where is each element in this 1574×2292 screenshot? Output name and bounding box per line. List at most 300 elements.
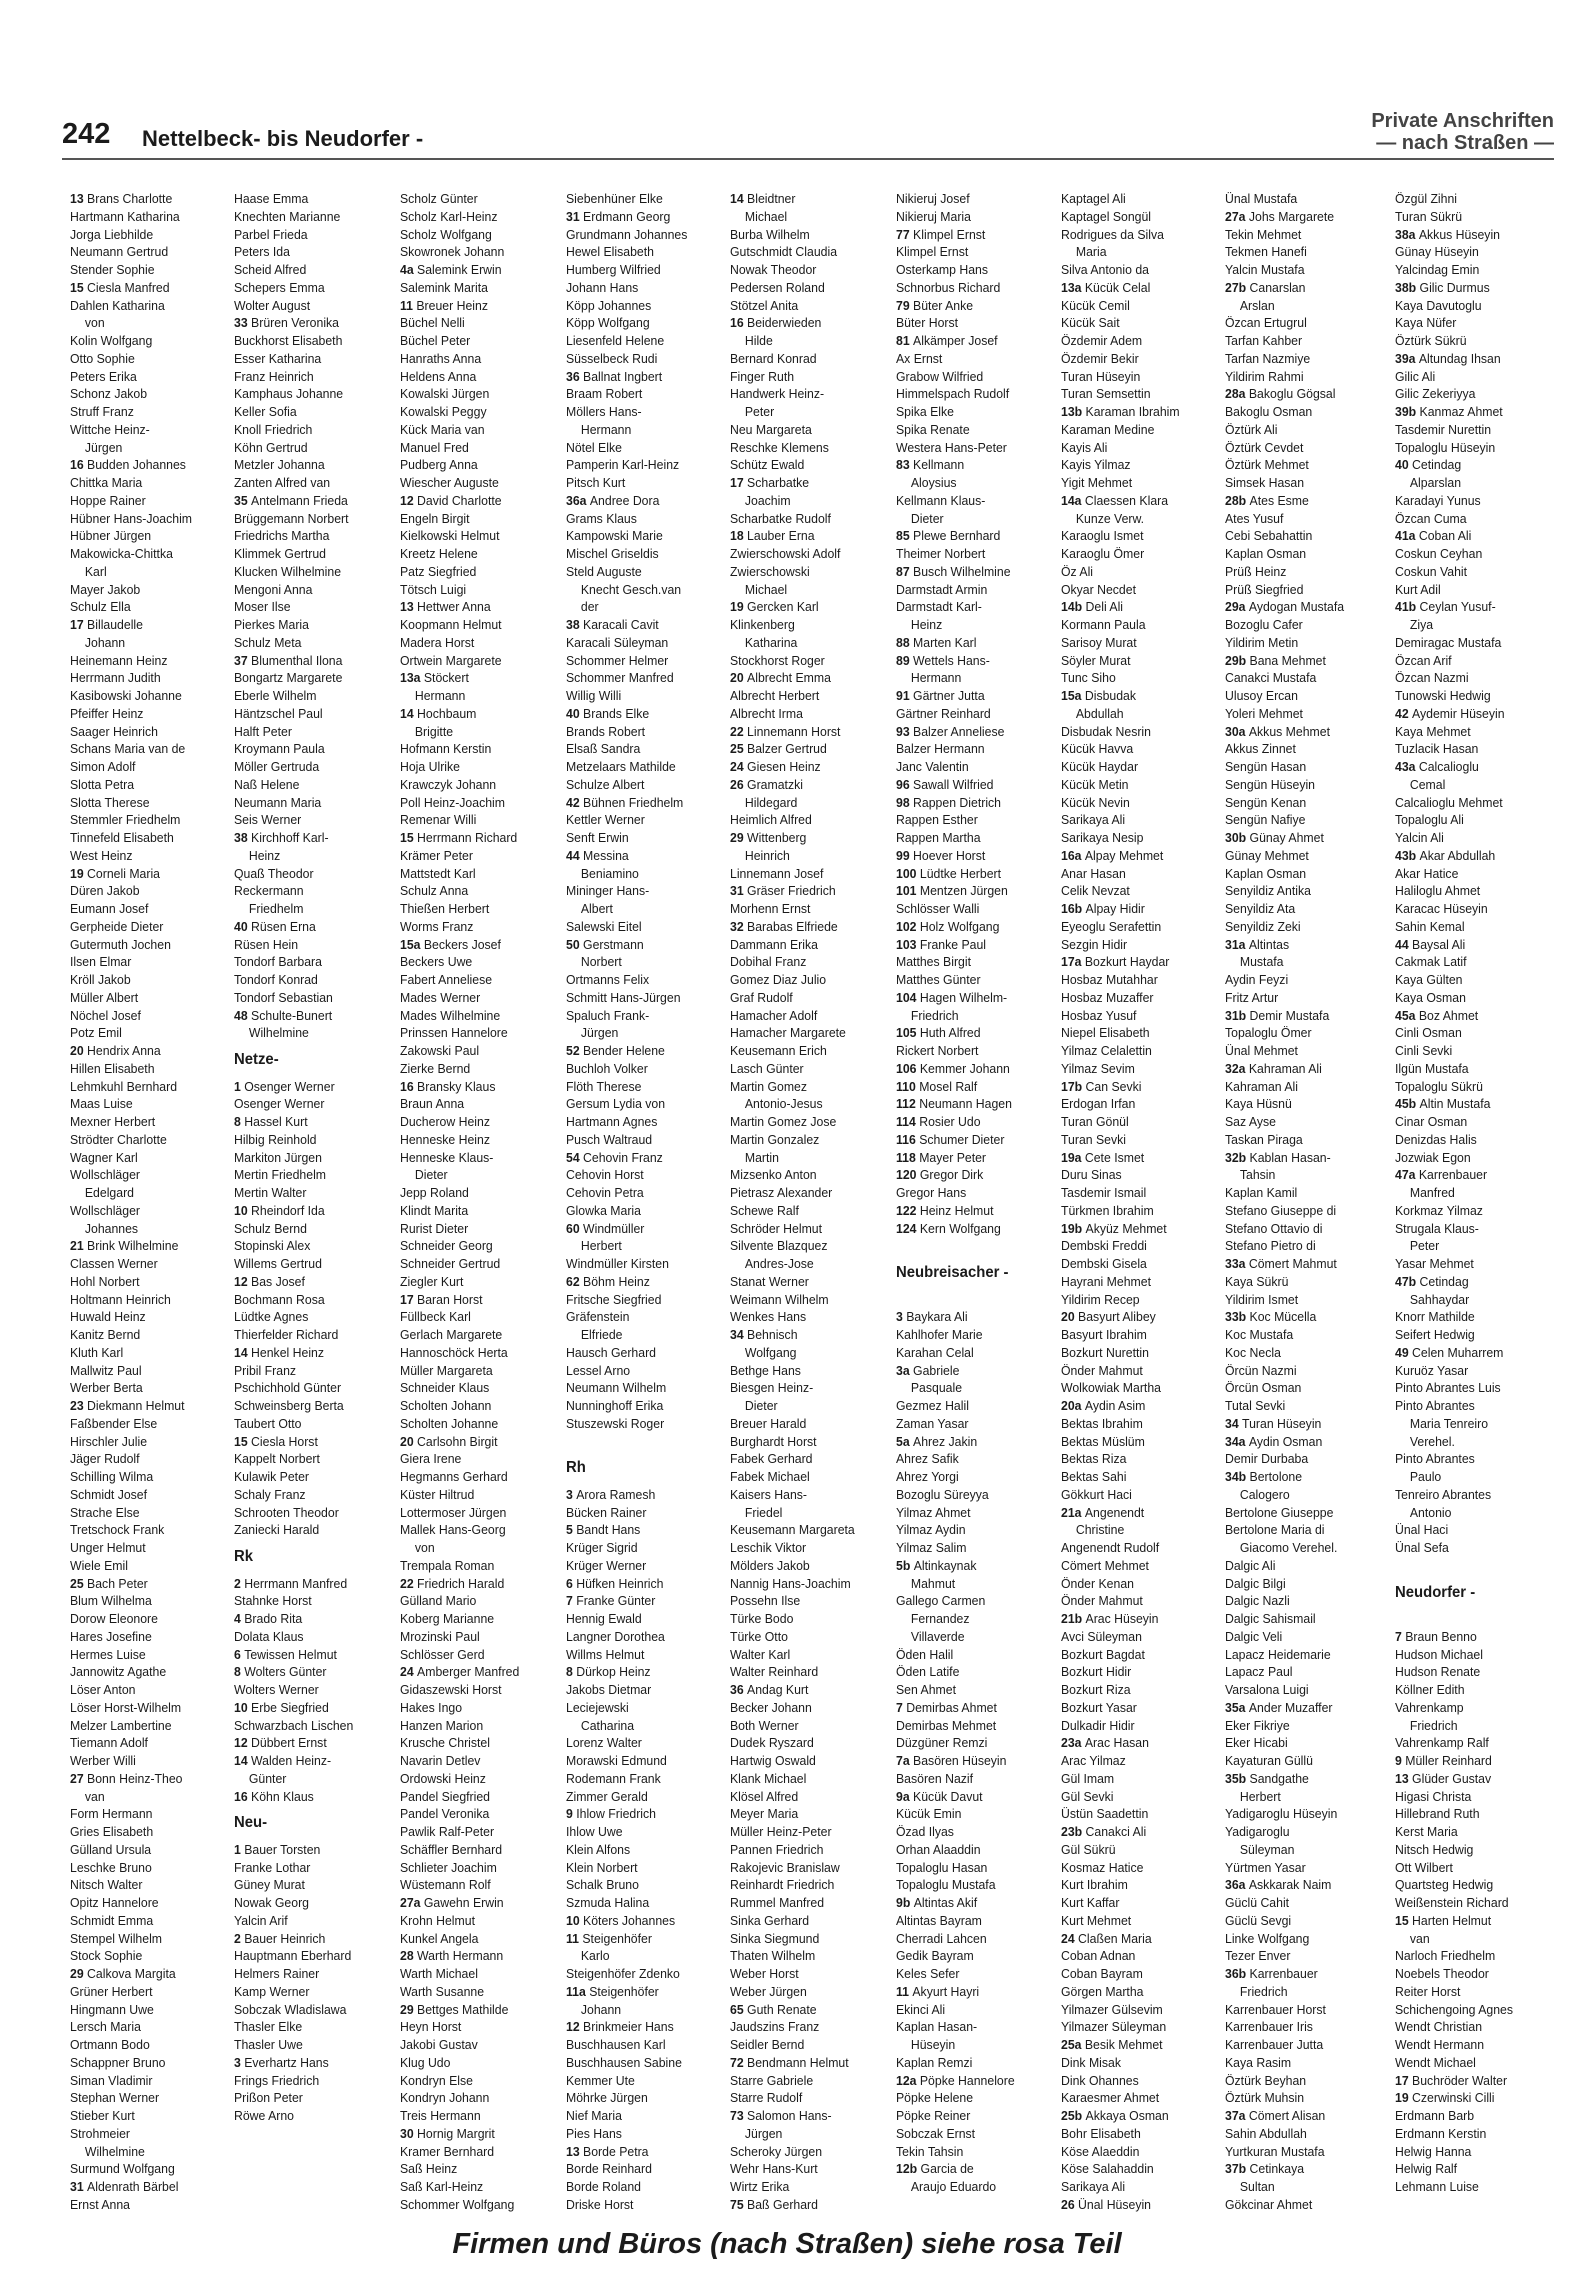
directory-entry: Mertin Walter	[234, 1185, 307, 1200]
directory-entry: Chittka Maria	[70, 475, 143, 490]
directory-entry: Mades Wilhelmine	[400, 1007, 501, 1023]
directory-entry	[70, 190, 219, 208]
house-number: 1	[234, 1078, 245, 1094]
directory-entry: Sengün Nafiye	[1225, 812, 1306, 828]
entry-continuation: Heinrich	[744, 847, 790, 863]
directory-entry: Lessel Arno	[566, 1362, 631, 1378]
directory-entry	[1061, 1397, 1210, 1415]
directory-entry: Rurist Dieter	[400, 1220, 469, 1236]
directory-column	[896, 190, 1045, 2196]
directory-entry	[896, 1699, 1045, 1717]
directory-entry: Karrenbauer Iris	[1225, 2019, 1313, 2035]
directory-entry: Gidaszewski Horst	[400, 1682, 502, 1697]
directory-entry: Hübner Jürgen	[70, 528, 152, 544]
directory-entry: Braun Anna	[400, 1096, 465, 1112]
directory-entry: Anar Hasan	[1061, 865, 1126, 881]
directory-entry: Bücken Rainer	[566, 1504, 647, 1520]
directory-entry: Simon Adolf	[70, 759, 136, 774]
directory-entry: Kulawik Peter	[234, 1469, 309, 1484]
house-number: 27a	[400, 1895, 424, 1910]
directory-entry: Kasibowski Johanne	[70, 688, 182, 703]
directory-entry: Jakobi Gustav	[400, 2037, 478, 2052]
directory-entry: Türke Otto	[730, 1628, 788, 1644]
directory-entry	[1061, 953, 1210, 971]
house-number: 11	[566, 1930, 583, 1946]
house-number: 27a	[1225, 208, 1249, 224]
directory-entry: Bongartz Margarete	[234, 670, 343, 686]
street-heading: Rk	[234, 1548, 254, 1565]
directory-entry: Stemmler Friedhelm	[70, 812, 181, 828]
directory-entry: Koopmann Helmut	[400, 617, 502, 632]
directory-entry: Köse Salahaddin	[1061, 2161, 1154, 2177]
directory-entry: Martin Gonzalez	[730, 1131, 820, 1147]
resident-name: Antelmann Frieda	[251, 492, 348, 508]
directory-entry	[896, 634, 1045, 652]
house-number: 20	[1061, 1309, 1079, 1325]
directory-entry	[896, 1095, 1045, 1113]
resident-name: Gawehn Erwin	[423, 1895, 504, 1910]
directory-entry: Fabert Anneliese	[400, 972, 493, 987]
house-number: 8	[234, 1664, 245, 1680]
directory-entry: Sinka Siegmund	[730, 1930, 820, 1946]
resident-name: Plewe Bernhard	[913, 528, 1001, 544]
directory-entry: Theimer Norbert	[896, 546, 986, 561]
directory-entry: Bohr Elisabeth	[1061, 2125, 1141, 2141]
directory-entry: Örcün Osman	[1225, 1380, 1302, 1396]
directory-entry: Akkus Zinnet	[1225, 741, 1296, 757]
directory-entry	[234, 1273, 383, 1291]
house-number: 62	[566, 1273, 584, 1289]
resident-name: Wittenberg	[747, 830, 807, 845]
house-number: 48	[234, 1007, 252, 1023]
directory-entry: Sarikaya Nesip	[1061, 830, 1144, 845]
directory-entry: Schmidt Josef	[70, 1486, 148, 1502]
directory-entry	[234, 1113, 383, 1131]
directory-entry: Mischel Griseldis	[566, 546, 659, 561]
directory-entry: Nowak Georg	[234, 1895, 309, 1910]
house-number: 25	[70, 1575, 88, 1591]
directory-entry: Pierkes Maria	[234, 617, 309, 632]
house-number: 44	[566, 847, 584, 863]
directory-entry	[566, 492, 715, 510]
resident-name: Barabas Elfriede	[747, 918, 838, 934]
resident-name: Aydin Asim	[1084, 1398, 1146, 1413]
resident-name: Aydemir Hüseyin	[1412, 705, 1505, 721]
directory-entry: Schommer Helmer	[566, 652, 669, 668]
entry-continuation: Hildegard	[744, 794, 798, 810]
directory-entry	[1225, 1468, 1374, 1486]
house-number: 30b	[1225, 830, 1250, 845]
entry-continuation: Michael	[744, 208, 788, 224]
directory-entry: Duru Sinas	[1061, 1167, 1122, 1183]
resident-name: Glüder Gustav	[1412, 1770, 1492, 1786]
directory-entry: Osenger Werner	[234, 1096, 325, 1112]
house-number: 24	[1061, 1930, 1079, 1946]
directory-entry: Kondryn Johann	[400, 2090, 490, 2106]
directory-entry: Gerlach Margarete	[400, 1327, 503, 1342]
house-number: 33	[234, 315, 252, 331]
directory-entry: Saz Ayse	[1225, 1114, 1276, 1129]
directory-entry: Kemmer Ute	[566, 2072, 635, 2088]
resident-name: Bozkurt Haydar	[1084, 954, 1170, 970]
resident-name: Guth Renate	[747, 2001, 817, 2017]
directory-entry: Bozoglu Süreyya	[896, 1486, 989, 1502]
house-number: 3	[566, 1486, 577, 1502]
directory-entry: Gilic Zekeriyya	[1395, 386, 1476, 402]
directory-entry: Karahan Celal	[896, 1344, 974, 1360]
directory-entry: Füllbeck Karl	[400, 1309, 471, 1325]
directory-entry	[400, 1433, 549, 1451]
directory-entry: Rickert Norbert	[896, 1043, 979, 1058]
directory-entry: Bozkurt Bagdat	[1061, 1646, 1145, 1662]
house-number: 4a	[400, 262, 418, 277]
directory-entry: Moser Ilse	[234, 599, 291, 615]
house-number: 20a	[1061, 1398, 1085, 1413]
directory-entry: Wolter August	[234, 297, 311, 313]
directory-entry: Topaloglu Hasan	[896, 1859, 988, 1875]
house-number: 29	[70, 1966, 88, 1981]
directory-entry: Turan Hüseyin	[1061, 368, 1141, 384]
resident-name: Bas Josef	[251, 1273, 305, 1289]
house-number: 41b	[1395, 599, 1420, 615]
directory-entry: Stuszewski Roger	[566, 1415, 665, 1431]
directory-entry: Saß Heinz	[400, 2161, 458, 2177]
directory-entry: Spika Renate	[896, 421, 970, 437]
directory-entry	[896, 1788, 1045, 1806]
directory-entry: Hoppe Rainer	[70, 492, 146, 508]
resident-name: Karrenbauer	[1249, 1966, 1318, 1981]
house-number: 77	[896, 226, 914, 242]
directory-entry: Himmelspach Rudolf	[896, 386, 1010, 402]
house-number: 1	[234, 1841, 245, 1857]
directory-entry: Hakes Ingo	[400, 1699, 463, 1715]
directory-entry: Yilmazer Gülsevim	[1061, 2001, 1163, 2017]
resident-name: Claessen Klara	[1084, 492, 1169, 508]
directory-entry: Krüger Werner	[566, 1557, 647, 1573]
directory-entry	[400, 705, 549, 723]
directory-entry: Quaß Theodor	[234, 865, 314, 881]
resident-name: Mosel Ralf	[919, 1078, 978, 1094]
directory-entry	[896, 1362, 1045, 1380]
house-number: 105	[896, 1025, 920, 1041]
directory-entry: Hausch Gerhard	[566, 1344, 656, 1360]
directory-entry: Koberg Marianne	[400, 1611, 495, 1626]
directory-entry: Hirschler Julie	[70, 1433, 148, 1449]
directory-entry: Manuel Fred	[400, 439, 469, 455]
directory-entry: Borde Roland	[566, 2179, 642, 2194]
directory-entry: Demirbas Mehmet	[896, 1717, 997, 1733]
directory-entry: Möllers Hans-	[566, 404, 642, 419]
directory-entry: Öztürk Ali	[1225, 421, 1278, 437]
directory-entry: Kielkowski Helmut	[400, 528, 500, 544]
house-number: 20	[730, 670, 748, 686]
resident-name: Franke Günter	[576, 1593, 656, 1609]
directory-entry: Wollschläger	[70, 1202, 140, 1218]
directory-entry	[896, 297, 1045, 315]
directory-entry: Patz Siegfried	[400, 563, 477, 579]
directory-entry	[1061, 687, 1210, 705]
directory-entry: Holtmann Heinrich	[70, 1291, 171, 1307]
directory-entry	[1061, 598, 1210, 616]
directory-entry	[1061, 492, 1210, 510]
directory-entry: Bektas Sahi	[1061, 1469, 1127, 1484]
house-number: 37	[234, 652, 252, 668]
directory-entry: Neumann Gertrud	[70, 244, 169, 260]
resident-name: Aydin Osman	[1248, 1433, 1323, 1449]
directory-entry: Heyn Horst	[400, 2019, 462, 2035]
house-number: 23a	[1061, 1735, 1085, 1751]
directory-entry	[730, 758, 879, 776]
directory-entry: Kaya Nüfer	[1395, 315, 1457, 331]
directory-entry: Nikieruj Maria	[896, 208, 971, 224]
house-number: 37b	[1225, 2161, 1250, 2177]
directory-entry: Steigenhöfer Zdenko	[566, 1966, 680, 1981]
directory-entry: Gutschmidt Claudia	[730, 244, 838, 260]
house-number: 15	[234, 1433, 252, 1449]
directory-entry: Treis Hermann	[400, 2108, 481, 2123]
directory-entry: Pöpke Reiner	[896, 2108, 971, 2123]
directory-entry: Bethge Hans	[730, 1362, 801, 1378]
resident-name: Gabriele	[913, 1362, 960, 1378]
directory-entry: Grabow Wilfried	[896, 368, 984, 384]
house-number: 19	[730, 599, 748, 615]
section-heading-line1: Private Anschriften	[1371, 110, 1554, 132]
directory-entry: Sarisoy Murat	[1061, 634, 1137, 650]
directory-entry	[896, 1113, 1045, 1131]
house-number: 17	[1395, 2072, 1413, 2088]
house-number: 34	[730, 1327, 748, 1342]
directory-entry	[70, 1965, 219, 1983]
resident-name: Calcalioglu	[1418, 759, 1479, 774]
entry-continuation: Calogero	[1239, 1486, 1290, 1502]
directory-entry: Krusche Christel	[400, 1735, 490, 1751]
directory-entry: Nannig Hans-Joachim	[730, 1575, 851, 1591]
directory-entry: Thasler Elke	[234, 2019, 303, 2035]
house-number: 16	[70, 457, 88, 473]
directory-entry: Dalgic Ali	[1225, 1557, 1276, 1573]
directory-entry: Reckermann	[234, 883, 304, 899]
directory-entry: Turan Gönül	[1061, 1114, 1129, 1129]
directory-entry: Niepel Elisabeth	[1061, 1025, 1150, 1041]
directory-entry: Sinka Gerhard	[730, 1912, 810, 1928]
entry-continuation: Peter	[1409, 1238, 1440, 1254]
directory-entry: Schneider Georg	[400, 1238, 493, 1254]
directory-entry: Unger Helmut	[70, 1540, 146, 1555]
directory-entry: Özad Ilyas	[896, 1824, 954, 1839]
directory-entry	[566, 1521, 715, 1539]
house-number: 14a	[1061, 492, 1085, 508]
resident-name: Cömert Mahmut	[1248, 1256, 1337, 1271]
directory-entry	[234, 1752, 383, 1770]
directory-entry: Löser Anton	[70, 1682, 136, 1697]
directory-entry: Bozkurt Riza	[1061, 1682, 1131, 1697]
house-number: 21a	[1061, 1504, 1085, 1520]
directory-entry: Kamp Werner	[234, 1983, 310, 1999]
directory-entry: Kaptagel Songül	[1061, 208, 1152, 224]
directory-entry	[566, 1805, 715, 1823]
resident-name: Böhm Heinz	[583, 1273, 650, 1289]
house-number: 19b	[1061, 1220, 1086, 1236]
directory-entry: Schweinsberg Berta	[234, 1398, 344, 1413]
resident-name: Hornig Margrit	[417, 2125, 495, 2141]
house-number: 29	[400, 2001, 418, 2017]
house-number: 33a	[1225, 1256, 1249, 1271]
house-number: 93	[896, 723, 914, 739]
directory-entry: Tezer Enver	[1225, 1948, 1291, 1964]
directory-entry: Wagner Karl	[70, 1149, 138, 1165]
directory-entry: Küster Hiltrud	[400, 1486, 475, 1502]
entry-continuation: Maria	[1075, 244, 1107, 260]
directory-entry	[896, 1060, 1045, 1078]
directory-entry: Tunowski Hedwig	[1395, 688, 1491, 703]
resident-name: Billaudelle	[87, 617, 143, 632]
directory-entry: Röwe Arno	[234, 2108, 294, 2123]
entry-continuation: Brigitte	[414, 723, 454, 739]
directory-entry: Cherradi Lahcen	[896, 1930, 987, 1946]
directory-entry: Calcalioglu Mehmet	[1395, 794, 1503, 810]
directory-entry	[1225, 2107, 1374, 2125]
directory-entry: Linnemann Josef	[730, 865, 824, 881]
directory-entry: Helwig Hanna	[1395, 2143, 1472, 2159]
resident-name: Amberger Manfred	[417, 1664, 520, 1680]
resident-name: Schulte-Bunert	[251, 1007, 333, 1023]
spacer	[896, 1237, 1045, 1255]
house-number: 45a	[1395, 1007, 1419, 1023]
directory-entry: Reschke Klemens	[730, 439, 829, 455]
directory-entry: Kerst Maria	[1395, 1824, 1458, 1839]
directory-entry: Senyildiz Antika	[1225, 883, 1311, 899]
directory-entry: Hosbaz Mutahhar	[1061, 972, 1158, 987]
directory-entry	[1395, 598, 1544, 616]
directory-entry: Siebenhüner Elke	[566, 191, 663, 206]
house-number: 13	[566, 2143, 584, 2159]
resident-name: Kablan Hasan-	[1249, 1149, 1331, 1165]
resident-name: Lauber Erna	[747, 528, 815, 544]
directory-entry: Scholz Wolfgang	[400, 226, 492, 242]
resident-name: Bettges Mathilde	[417, 2001, 509, 2017]
resident-name: Akkus Hüseyin	[1418, 226, 1501, 242]
directory-entry: Metzelaars Mathilde	[566, 759, 676, 774]
directory-entry: Zierke Bernd	[400, 1060, 471, 1076]
directory-entry: Gilic Ali	[1395, 368, 1436, 384]
directory-entry: Schulz Meta	[234, 634, 302, 650]
directory-entry: Yilmaz Salim	[896, 1540, 967, 1555]
directory-entry: Klindt Marita	[400, 1202, 469, 1218]
resident-name: Holz Wolfgang	[919, 918, 1000, 934]
directory-entry	[1061, 2036, 1210, 2054]
directory-entry: Ulusoy Ercan	[1225, 688, 1298, 703]
resident-name: Behnisch	[747, 1327, 798, 1342]
entry-continuation: Hermann	[580, 421, 632, 437]
directory-entry: Eumann Josef	[70, 901, 149, 916]
directory-entry: Schäffler Bernhard	[400, 1841, 503, 1857]
directory-entry: Köpp Johannes	[566, 297, 652, 313]
directory-entry: Kücük Metin	[1061, 776, 1129, 792]
directory-entry: Henneske Heinz	[400, 1131, 490, 1147]
entry-continuation: Pasquale	[910, 1380, 963, 1396]
resident-name: Alkämper Josef	[913, 333, 998, 348]
directory-entry: Halft Peter	[234, 723, 292, 739]
resident-name: Rosier Udo	[919, 1114, 981, 1129]
resident-name: Bach Peter	[87, 1575, 148, 1591]
directory-entry: Hillen Elisabeth	[70, 1060, 155, 1076]
resident-name: Gramatzki	[747, 776, 803, 792]
directory-entry: Ott Wilbert	[1395, 1859, 1453, 1875]
house-number: 34	[1225, 1415, 1243, 1431]
directory-entry: Wittche Heinz-	[70, 421, 150, 437]
resident-name: Baysal Ali	[1412, 936, 1466, 952]
resident-name: Budden Johannes	[87, 457, 186, 473]
resident-name: Buchröder Walter	[1412, 2072, 1508, 2088]
directory-entry: Schepers Emma	[234, 279, 325, 295]
house-number: 14	[730, 191, 748, 206]
section-heading	[1371, 110, 1554, 154]
directory-entry: Topaloglu Sükrü	[1395, 1078, 1483, 1094]
resident-name: Celen Muharrem	[1412, 1344, 1504, 1360]
directory-entry	[730, 918, 879, 936]
house-number: 100	[896, 865, 920, 881]
directory-entry: Reinhardt Friedrich	[730, 1877, 835, 1893]
directory-entry: Ortmann Bodo	[70, 2037, 150, 2052]
directory-entry	[1225, 652, 1374, 670]
directory-entry	[730, 740, 879, 758]
house-number: 29a	[1225, 599, 1249, 615]
resident-name: Cete Ismet	[1084, 1149, 1145, 1165]
directory-entry: Nötel Elke	[566, 439, 622, 455]
directory-entry: Sahin Kemal	[1395, 918, 1465, 934]
directory-entry: Köpp Wolfgang	[566, 315, 650, 331]
house-number: 9b	[896, 1895, 914, 1910]
directory-entry: Nunninghoff Erika	[566, 1398, 664, 1413]
directory-entry: Trempala Roman	[400, 1557, 495, 1573]
resident-name: Steigenhöfer	[589, 1983, 659, 1999]
directory-entry: Potz Emil	[70, 1025, 122, 1041]
directory-entry: Kaya Osman	[1395, 989, 1466, 1005]
directory-entry: Keusemann Margareta	[730, 1522, 855, 1538]
resident-name: Erdmann Georg	[583, 208, 671, 224]
directory-entry	[896, 1024, 1045, 1042]
directory-entry: Osterkamp Hans	[896, 262, 989, 277]
house-number: 7	[896, 1699, 907, 1715]
entry-continuation: Andres-Jose	[744, 1256, 814, 1271]
house-number: 8	[234, 1114, 245, 1129]
directory-entry: Avci Süleyman	[1061, 1628, 1142, 1644]
directory-entry: Stock Sophie	[70, 1948, 143, 1964]
directory-entry: Demiragac Mustafa	[1395, 634, 1502, 650]
directory-entry: Zimmer Gerald	[566, 1788, 648, 1804]
directory-entry: Kaya Gülten	[1395, 972, 1463, 987]
directory-entry: Scholz Günter	[400, 191, 478, 206]
entry-continuation: Araujo Eduardo	[910, 2179, 997, 2194]
directory-entry: Windmüller Kirsten	[566, 1256, 669, 1271]
house-number: 33b	[1225, 1309, 1250, 1325]
resident-name: Karrenbauer	[1418, 1167, 1488, 1183]
directory-entry: Cinli Osman	[1395, 1025, 1462, 1041]
directory-entry: Schulz Ella	[70, 599, 131, 615]
house-number: 12b	[896, 2161, 921, 2177]
directory-entry	[1395, 1166, 1544, 1184]
directory-entry: Strugala Klaus-	[1395, 1220, 1479, 1236]
entry-continuation: Antonio	[1409, 1504, 1452, 1520]
directory-entry: Classen Werner	[70, 1256, 158, 1271]
directory-entry: Taubert Otto	[234, 1415, 302, 1431]
directory-entry: Lapacz Paul	[1225, 1664, 1293, 1680]
entry-continuation: Mahmut	[910, 1575, 956, 1591]
house-number: 16	[730, 315, 748, 331]
house-number: 45b	[1395, 1096, 1420, 1112]
house-number: 10	[566, 1912, 584, 1928]
house-number: 89	[896, 652, 914, 668]
